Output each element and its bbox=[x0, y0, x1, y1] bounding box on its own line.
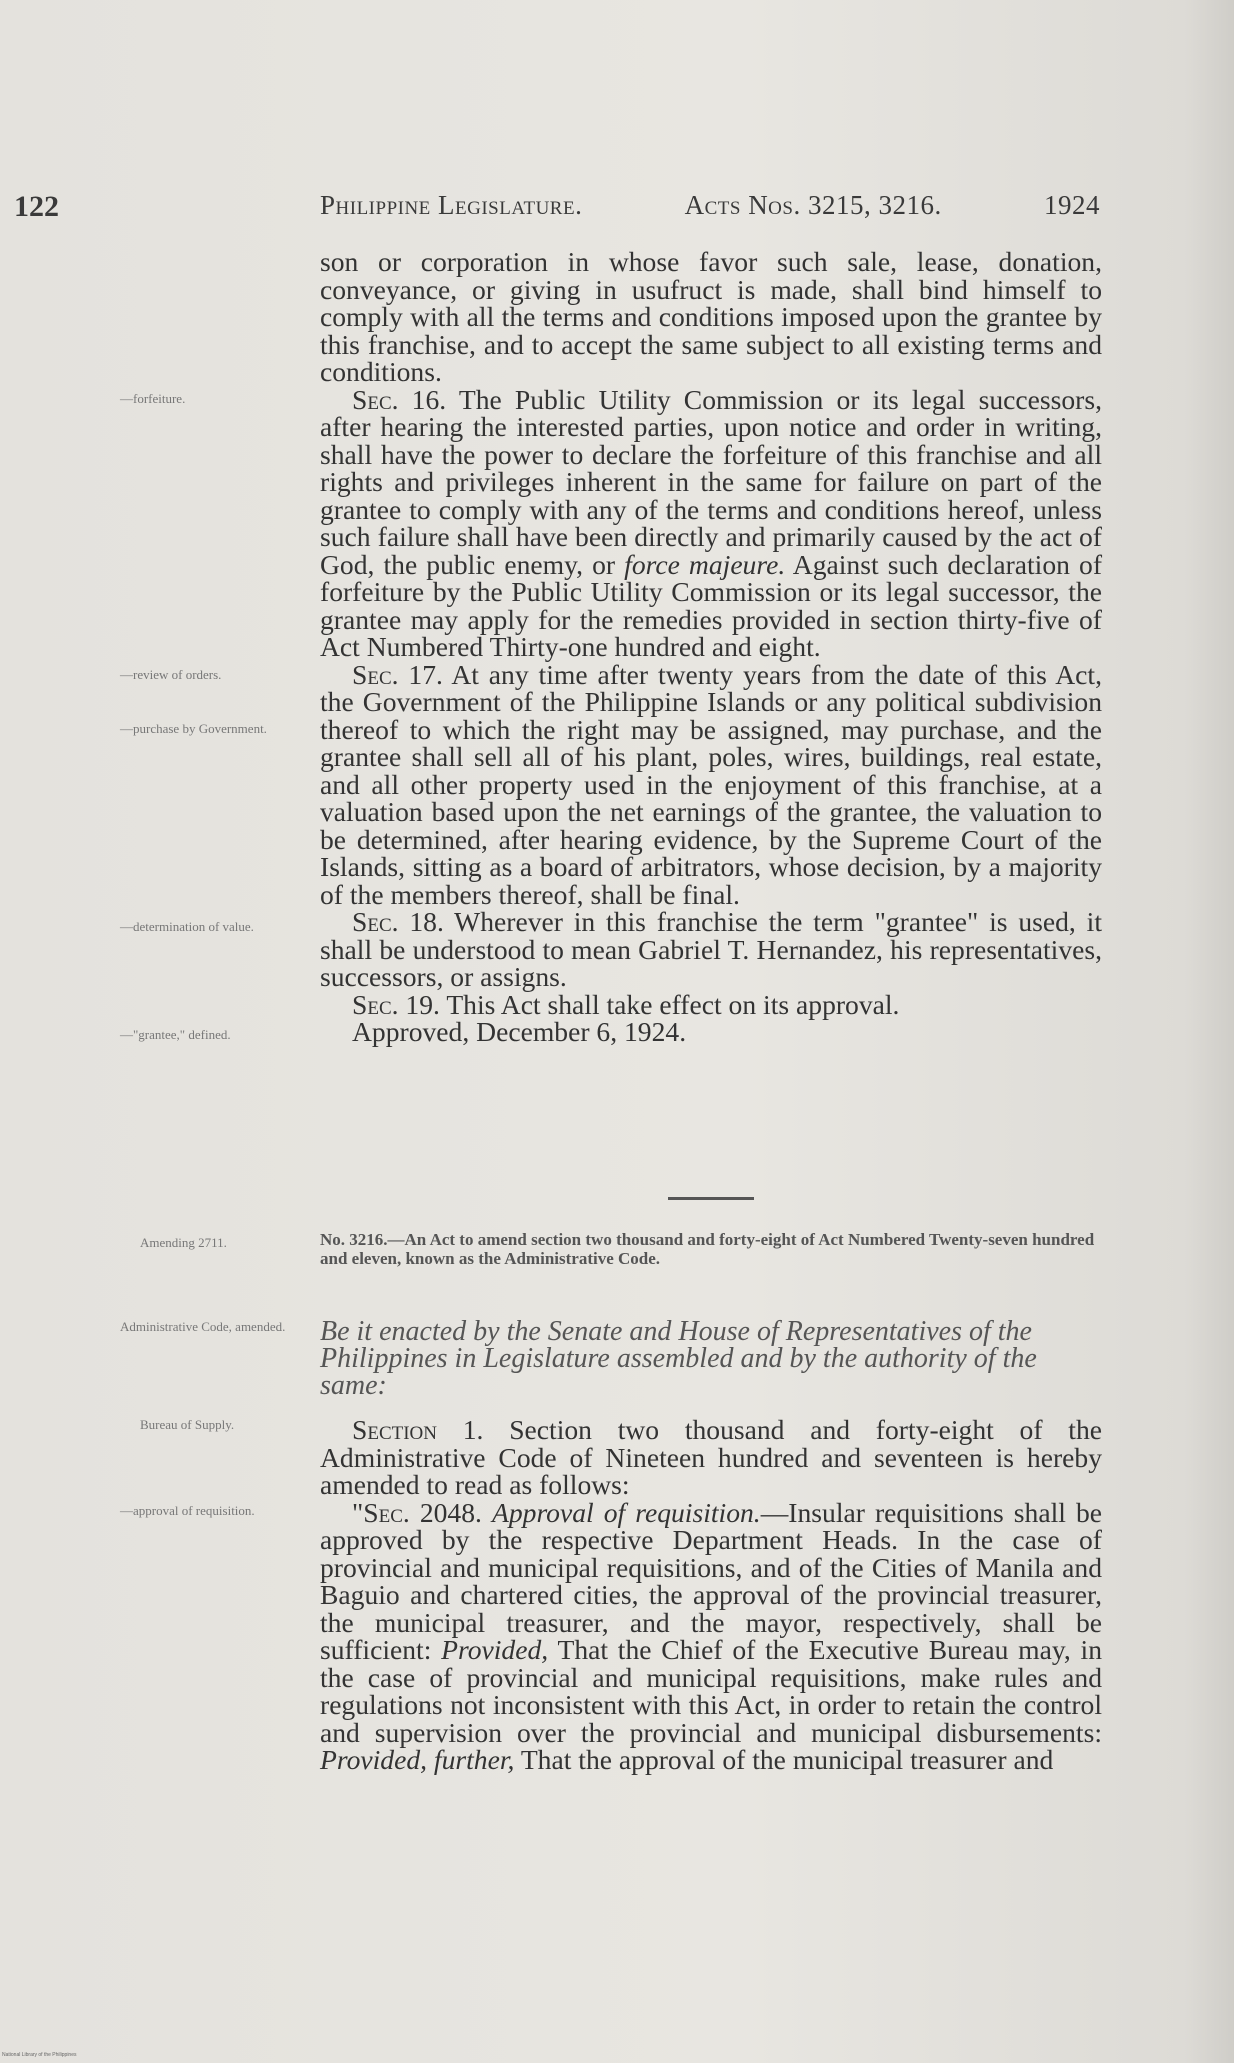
act-description: —An Act to amend section two thousand and forty-eight of Act Numbered Twenty-seven hundred and eleven, known as the Administrative Code. bbox=[320, 1230, 1095, 1268]
running-head bbox=[320, 190, 1100, 221]
margin-note-grantee: —"grantee," defined. bbox=[120, 1027, 231, 1042]
sec-16-end: Against such declaration of forfeiture by the Public Utility Commission or its legal successor, the grantee may apply for the remedies provided in section thirty-five of Act Numbered Thirty-one hundred and eight. bbox=[320, 548, 1103, 662]
section-divider bbox=[668, 1197, 754, 1200]
sec-2048-provided: Provided, bbox=[441, 1634, 549, 1665]
page-number: 122 bbox=[14, 190, 59, 223]
sec-17-label: Sec. 17. bbox=[352, 658, 443, 690]
margin-note-bureau: Bureau of Supply. bbox=[140, 1417, 235, 1432]
running-head-middle: Acts Nos. 3215, 3216. bbox=[684, 190, 942, 220]
footer-credit: National Library of the Philippines bbox=[2, 2052, 77, 2058]
section-1-text: Section two thousand and forty-eight of the Administrative Code of Nineteen hundred and seventeen is hereby amended to read as follows: bbox=[320, 1414, 1102, 1500]
margin-note-approval: —approval of requisition. bbox=[120, 1503, 255, 1518]
margin-note-forfeiture: —forfeiture. bbox=[120, 391, 186, 406]
sec-2048-text-2: That the Chief of the Executive Bureau may, in the case of provincial and municipal requisitions, make rules and regulations not inconsistent with this Act, in order to retain the control and supervision over the provincial and municipal disbursements: bbox=[320, 1634, 1103, 1748]
sec-2048-text-1: —Insular requisitions shall be approved by the respective Department Heads. In the case of provincial and municipal requisitions, and of the Cities of Manila and Baguio and chartered cities, the approval of the provincial treasurer, the municipal treasurer, and the mayor, respectively, shall be sufficient: bbox=[320, 1496, 1103, 1665]
act-title bbox=[320, 1230, 1102, 1268]
approval-date: Approved, December 6, 1924. bbox=[352, 1016, 687, 1047]
act-number: No. 3216. bbox=[320, 1230, 388, 1249]
paragraph-sec-16 bbox=[320, 383, 1103, 662]
paragraph-sec-19 bbox=[320, 988, 1102, 1020]
sec-2048-title: Approval of requisition. bbox=[492, 1496, 761, 1528]
section-1-label: Section 1. bbox=[352, 1414, 484, 1445]
sec-2048-provided-further: Provided, further, bbox=[320, 1744, 515, 1775]
paragraph-sec-17 bbox=[320, 658, 1102, 910]
body-block-2 bbox=[320, 1416, 1102, 1774]
paragraph-sec-2048 bbox=[320, 1496, 1103, 1775]
paragraph-continuation: son or corporation in whose favor such sale, lease, donation, conveyance, or giving in usufruct is made, shall bind himself to comply with all the terms and conditions imposed upon the grantee by this franchise, and to accept the same subject to all existing terms and conditions. bbox=[320, 246, 1102, 387]
running-head-left: Philippine Legislature. bbox=[320, 190, 583, 220]
paragraph-sec-18 bbox=[320, 908, 1102, 991]
margin-note-admin-code: Administrative Code, amended. bbox=[120, 1319, 286, 1334]
enacting-clause-text: Be it enacted by the Senate and House of Representatives of the Philippines in Legislature assembled and by the authority of the same: bbox=[320, 1316, 1037, 1401]
sec-18-text: Wherever in this franchise the term "grantee" is used, it shall be understood to mean Gabriel T. Hernandez, his representatives, successors, or assigns. bbox=[320, 906, 1102, 992]
margin-note-amending: Amending 2711. bbox=[140, 1235, 227, 1250]
paragraph-section-1 bbox=[320, 1416, 1102, 1499]
sec-18-label: Sec. 18. bbox=[352, 906, 444, 937]
margin-note-review: —review of orders. bbox=[120, 667, 222, 682]
margin-note-purchase: —purchase by Government. bbox=[120, 721, 267, 736]
sec-17-text: At any time after twenty years from the date of this Act, the Government of the Philippine Islands or any political subdivision thereof to which the right may be assigned, may purchase, and the grantee shall sell all of his plant, poles, wires, buildings, real estate, and all other property used in the enjoyment of this franchise, at a valuation based upon the net earnings of the grantee, the valuation to be determined, after hearing evidence, by the Supreme Court of the Islands, sitting as a board of arbitrators, whose decision, by a majority of the members thereof, shall be final. bbox=[320, 658, 1102, 910]
body-block-1 bbox=[320, 248, 1102, 1046]
sec-2048-label: "Sec. 2048. bbox=[352, 1496, 482, 1528]
sec-16-label: Sec. 16. bbox=[352, 383, 447, 415]
running-head-year: 1924 bbox=[1044, 190, 1100, 220]
act-title-text bbox=[320, 1230, 1102, 1268]
margin-note-determination: —determination of value. bbox=[120, 919, 254, 934]
sec-16-italic: force majeure. bbox=[624, 548, 786, 580]
sec-2048-text-3: That the approval of the municipal treasurer and bbox=[520, 1744, 1054, 1775]
sec-19-text: This Act shall take effect on its approval. bbox=[446, 988, 900, 1020]
enacting-clause bbox=[320, 1318, 1102, 1399]
sec-19-label: Sec. 19. bbox=[352, 988, 440, 1020]
sec-16-text: The Public Utility Commission or its legal successors, after hearing the interested parties, upon notice and order in writing, shall have the power to declare the forfeiture of this franchise and all rights and privileges inherent in the same for failure on part of the grantee to comply with any of the terms and conditions hereof, unless such failure shall have been directly and primarily caused by the act of God, the public enemy, or bbox=[320, 383, 1102, 580]
